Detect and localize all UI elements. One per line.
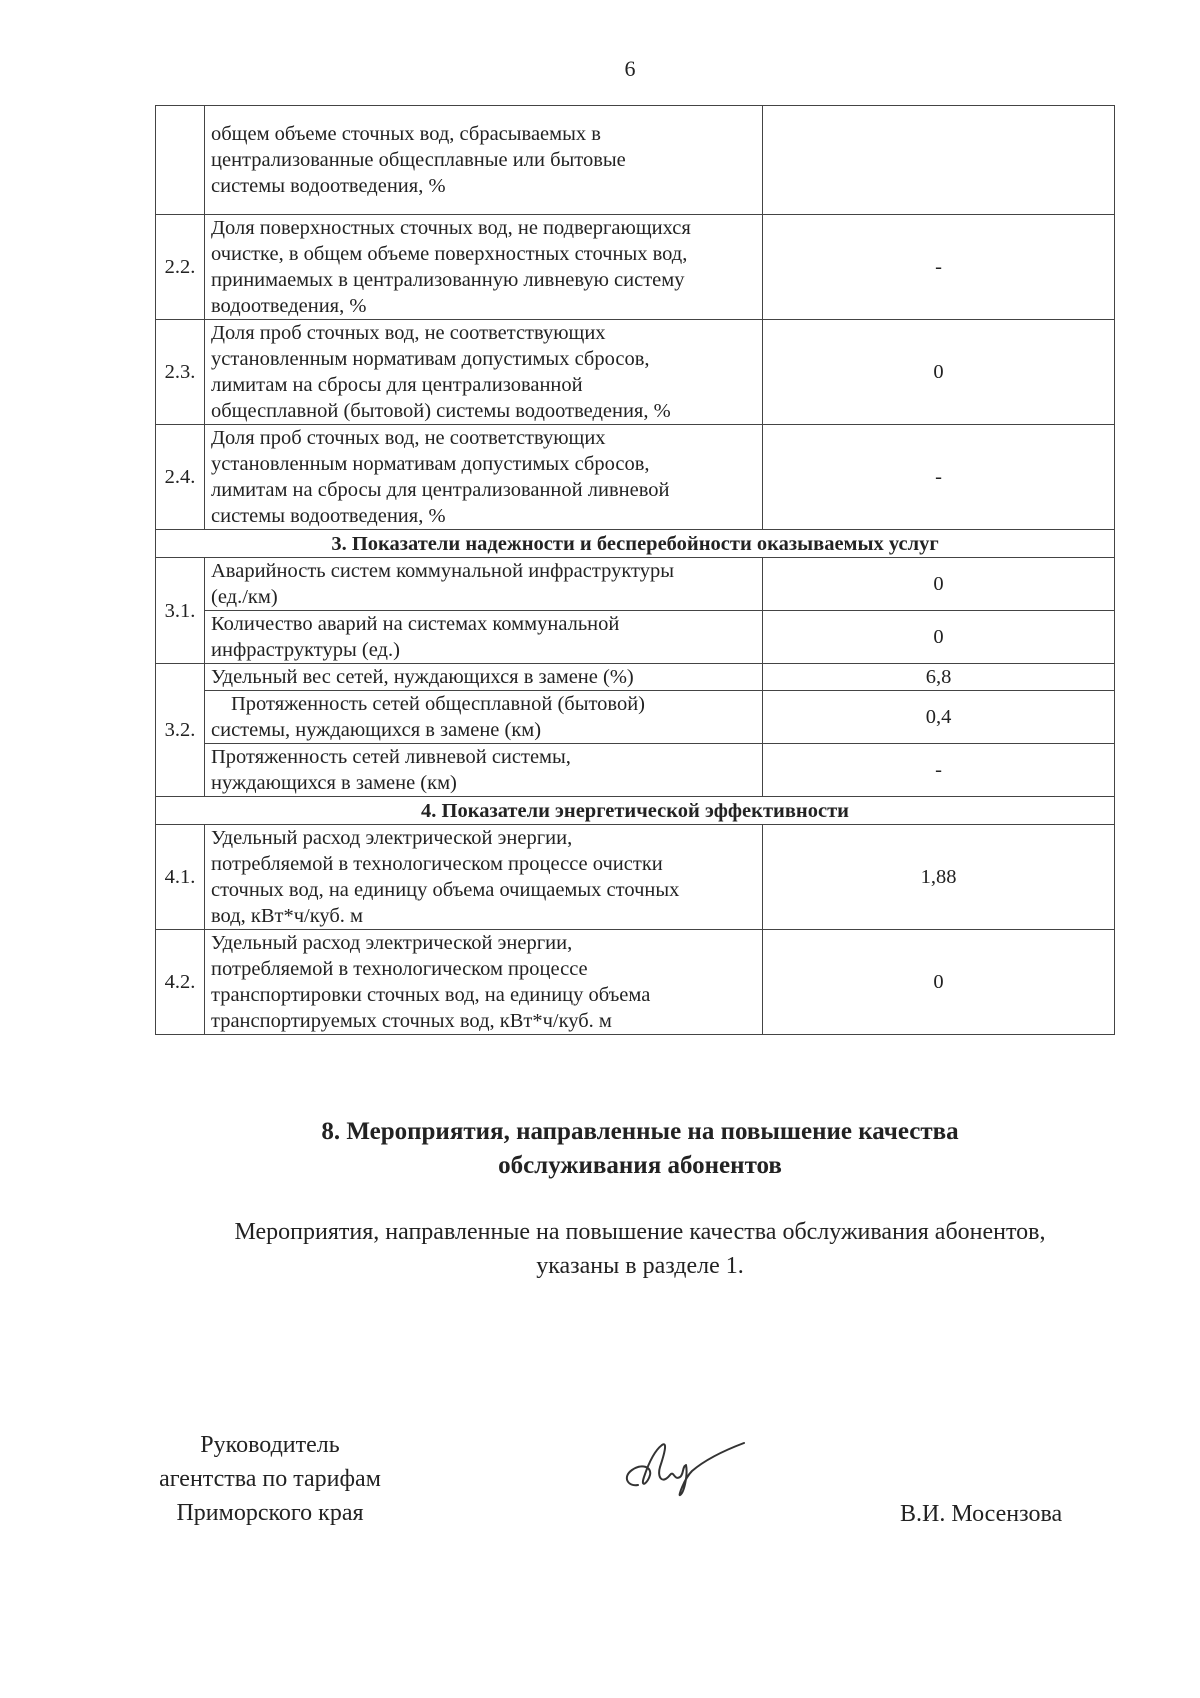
description-line: Протяженность сетей общесплавной (бытовой)	[231, 693, 646, 715]
row-description	[205, 320, 763, 425]
row-value: 1,88	[763, 825, 1115, 930]
row-number: 3.2.	[156, 664, 205, 797]
body-line: указаны в разделе 1.	[536, 1253, 744, 1279]
table-row	[156, 611, 1115, 664]
section-8-body	[140, 1215, 1140, 1283]
table-row-continued	[156, 106, 1115, 215]
description-line: Аварийность систем коммунальной инфраструктуры	[211, 560, 674, 582]
description-line: вод, кВт*ч/куб. м	[211, 905, 364, 927]
signatory-title-line: агентства по тарифам	[159, 1466, 381, 1492]
section-row	[156, 530, 1115, 558]
row-description	[205, 664, 763, 691]
row-description	[205, 744, 763, 797]
description-line: принимаемых в централизованную ливневую систему	[211, 269, 685, 291]
signer-name: В.И. Мосензова	[900, 1501, 1063, 1527]
row-description	[205, 691, 763, 744]
row-value: 6,8	[763, 664, 1115, 691]
description-line: установленным нормативам допустимых сбросов,	[211, 348, 650, 370]
description-line: установленным нормативам допустимых сбросов,	[211, 453, 650, 475]
row-value: 0	[763, 611, 1115, 664]
table-row	[156, 320, 1115, 425]
description-line: лимитам на сбросы для централизованной ливневой	[211, 479, 670, 501]
row-description	[205, 558, 763, 611]
description-line: системы водоотведения, %	[211, 175, 446, 197]
description-line: потребляемой в технологическом процессе очистки	[211, 853, 663, 875]
row-number: 3.1.	[156, 558, 205, 664]
description-line: транспортировки сточных вод, на единицу объема	[211, 984, 651, 1006]
description-line: Удельный расход электрической энергии,	[211, 827, 573, 849]
description-line: водоотведения, %	[211, 295, 367, 317]
row-value: -	[763, 744, 1115, 797]
section-title-3: 3. Показатели надежности и бесперебойности оказываемых услуг	[156, 530, 1115, 558]
row-description	[205, 825, 763, 930]
table-row	[156, 691, 1115, 744]
description-line: инфраструктуры (ед.)	[211, 639, 400, 661]
table-row	[156, 558, 1115, 611]
description-line: (ед./км)	[211, 586, 278, 608]
row-description	[205, 611, 763, 664]
row-description	[205, 425, 763, 530]
row-number: 2.3.	[156, 320, 205, 425]
row-number: 2.2.	[156, 215, 205, 320]
table-row	[156, 664, 1115, 691]
indicators-table	[155, 105, 1115, 1035]
heading-line: 8. Мероприятия, направленные на повышение качества	[321, 1118, 959, 1145]
table-row	[156, 425, 1115, 530]
table-row	[156, 744, 1115, 797]
description-line: Удельный расход электрической энергии,	[211, 932, 573, 954]
description-line: Протяженность сетей ливневой системы,	[211, 746, 571, 768]
row-value	[763, 106, 1115, 215]
description-line: общесплавной (бытовой) системы водоотведения, %	[211, 400, 671, 422]
description-line: Доля поверхностных сточных вод, не подвергающихся	[211, 217, 691, 239]
description-line: нуждающихся в замене (км)	[211, 772, 457, 794]
row-description	[205, 106, 763, 215]
row-value: -	[763, 215, 1115, 320]
description-line: Доля проб сточных вод, не соответствующих	[211, 322, 606, 344]
row-number: 4.1.	[156, 825, 205, 930]
description-line: транспортируемых сточных вод, кВт*ч/куб. м	[211, 1010, 612, 1032]
section-title-4: 4. Показатели энергетической эффективности	[156, 797, 1115, 825]
description-line: централизованные общесплавные или бытовые	[211, 149, 626, 171]
description-line: системы, нуждающихся в замене (км)	[211, 719, 542, 741]
signatory-title-line: Приморского края	[176, 1500, 364, 1526]
description-line: очистке, в общем объеме поверхностных сточных вод,	[211, 243, 688, 265]
signatory-title	[140, 1428, 400, 1530]
row-number: 4.2.	[156, 930, 205, 1035]
description-line: сточных вод, на единицу объема очищаемых сточных	[211, 879, 680, 901]
row-value: 0,4	[763, 691, 1115, 744]
row-value: -	[763, 425, 1115, 530]
description-line: общем объеме сточных вод, сбрасываемых в	[211, 123, 601, 145]
section-row	[156, 797, 1115, 825]
row-description	[205, 215, 763, 320]
row-number	[156, 106, 205, 215]
description-line: потребляемой в технологическом процессе	[211, 958, 588, 980]
description-line: системы водоотведения, %	[211, 505, 446, 527]
row-value: 0	[763, 558, 1115, 611]
heading-line: обслуживания абонентов	[498, 1152, 782, 1179]
table-row	[156, 930, 1115, 1035]
description-line: лимитам на сбросы для централизованной	[211, 374, 583, 396]
body-line: Мероприятия, направленные на повышение качества обслуживания абонентов,	[234, 1219, 1046, 1245]
row-value: 0	[763, 320, 1115, 425]
page-number: 6	[624, 56, 636, 81]
table-row	[156, 825, 1115, 930]
section-8-heading	[170, 1115, 1110, 1183]
description-line: Удельный вес сетей, нуждающихся в замене (%)	[211, 666, 634, 688]
description-line: Доля проб сточных вод, не соответствующих	[211, 427, 606, 449]
signatory-title-line: Руководитель	[200, 1432, 340, 1458]
row-number: 2.4.	[156, 425, 205, 530]
row-description	[205, 930, 763, 1035]
description-line: Количество аварий на системах коммунальной	[211, 613, 620, 635]
handwritten-signature-icon	[610, 1415, 750, 1505]
row-value: 0	[763, 930, 1115, 1035]
table-row	[156, 215, 1115, 320]
